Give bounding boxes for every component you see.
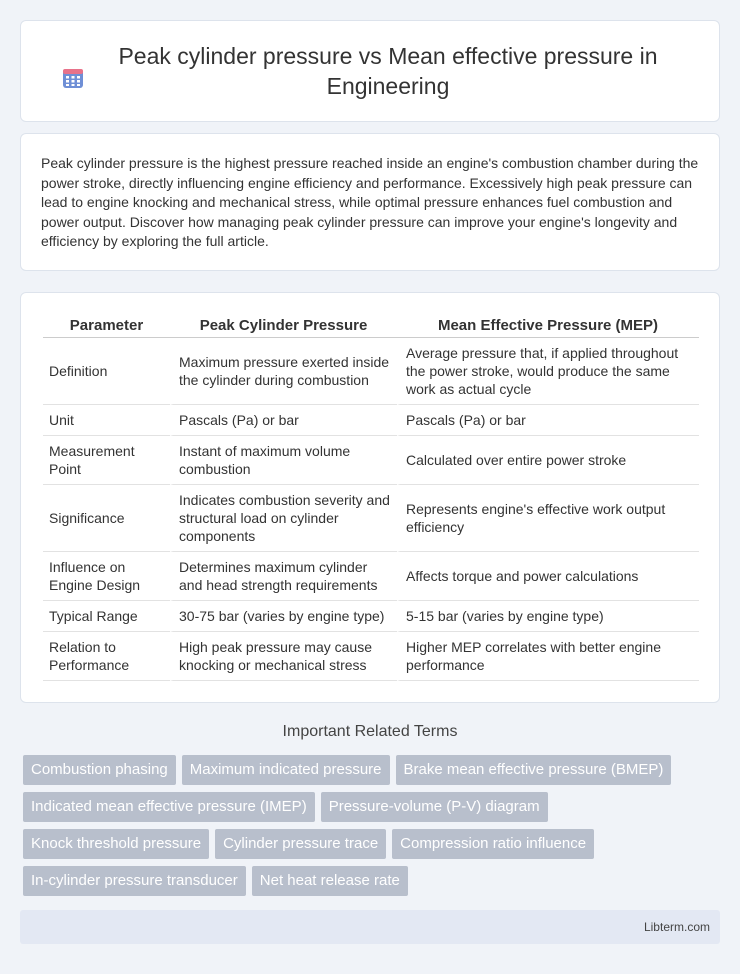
table-row [43, 405, 699, 436]
title-card [20, 20, 720, 122]
row-parameter: Relation to Performance [43, 632, 170, 681]
row-mep-value: Average pressure that, if applied throughout the power stroke, would produce the same work as actual cycle [397, 338, 699, 405]
related-term-tag[interactable]: Knock threshold pressure [23, 829, 209, 859]
row-mep-value: Calculated over entire power stroke [397, 436, 699, 485]
table-row [43, 552, 699, 601]
comparison-table-card [20, 292, 720, 703]
header-peak-cylinder-pressure: Peak Cylinder Pressure [170, 313, 397, 338]
row-peak-value: 30-75 bar (varies by engine type) [170, 601, 397, 632]
row-peak-value: Determines maximum cylinder and head strength requirements [170, 552, 397, 601]
row-mep-value: Higher MEP correlates with better engine performance [397, 632, 699, 681]
row-mep-value: Represents engine's effective work output efficiency [397, 485, 699, 552]
row-parameter: Definition [43, 338, 170, 405]
header-parameter: Parameter [43, 313, 170, 338]
related-terms-heading: Important Related Terms [282, 723, 458, 740]
related-term-tag[interactable]: Compression ratio influence [392, 829, 594, 859]
row-parameter: Significance [43, 485, 170, 552]
table-header-row [43, 313, 699, 338]
intro-paragraph: Peak cylinder pressure is the highest pressure reached inside an engine's combustion chamber during the power stroke, directly influencing engine efficiency and performance. Excessively high peak pressure can lead to engine knocking and mechanical stress, while optimal pressure enhances fuel combustion and power output. Discover how managing peak cylinder pressure can improve your engine's longevity and efficiency by exploring the full article. [41, 155, 699, 250]
row-parameter: Influence on Engine Design [43, 552, 170, 601]
row-parameter: Unit [43, 405, 170, 436]
page-title: Peak cylinder pressure vs Mean effective pressure in Engineering [118, 43, 658, 99]
calendar-grid-icon [60, 65, 86, 91]
table-row [43, 601, 699, 632]
header-mean-effective-pressure: Mean Effective Pressure (MEP) [397, 313, 699, 338]
row-mep-value: Affects torque and power calculations [397, 552, 699, 601]
table-row [43, 632, 699, 681]
row-peak-value: Maximum pressure exerted inside the cylinder during combustion [170, 338, 397, 405]
row-peak-value: Indicates combustion severity and structural load on cylinder components [170, 485, 397, 552]
related-term-tag[interactable]: In-cylinder pressure transducer [23, 866, 246, 896]
row-parameter: Typical Range [43, 601, 170, 632]
related-term-tag[interactable]: Brake mean effective pressure (BMEP) [396, 755, 672, 785]
related-term-tag[interactable]: Pressure-volume (P-V) diagram [321, 792, 548, 822]
comparison-table [43, 313, 699, 681]
related-term-tag[interactable]: Maximum indicated pressure [182, 755, 390, 785]
related-term-tag[interactable]: Net heat release rate [252, 866, 408, 896]
footer [20, 910, 720, 944]
table-row [43, 485, 699, 552]
related-term-tag[interactable]: Cylinder pressure trace [215, 829, 386, 859]
footer-site-link[interactable]: Libterm.com [643, 920, 710, 934]
row-parameter: Measurement Point [43, 436, 170, 485]
row-mep-value: 5-15 bar (varies by engine type) [397, 601, 699, 632]
related-term-tag[interactable]: Indicated mean effective pressure (IMEP) [23, 792, 315, 822]
row-peak-value: High peak pressure may cause knocking or mechanical stress [170, 632, 397, 681]
intro-card [20, 133, 720, 271]
row-mep-value: Pascals (Pa) or bar [397, 405, 699, 436]
table-row [43, 436, 699, 485]
row-peak-value: Pascals (Pa) or bar [170, 405, 397, 436]
related-term-tag[interactable]: Combustion phasing [23, 755, 176, 785]
row-peak-value: Instant of maximum volume combustion [170, 436, 397, 485]
related-terms-list [23, 755, 723, 896]
table-row [43, 338, 699, 405]
